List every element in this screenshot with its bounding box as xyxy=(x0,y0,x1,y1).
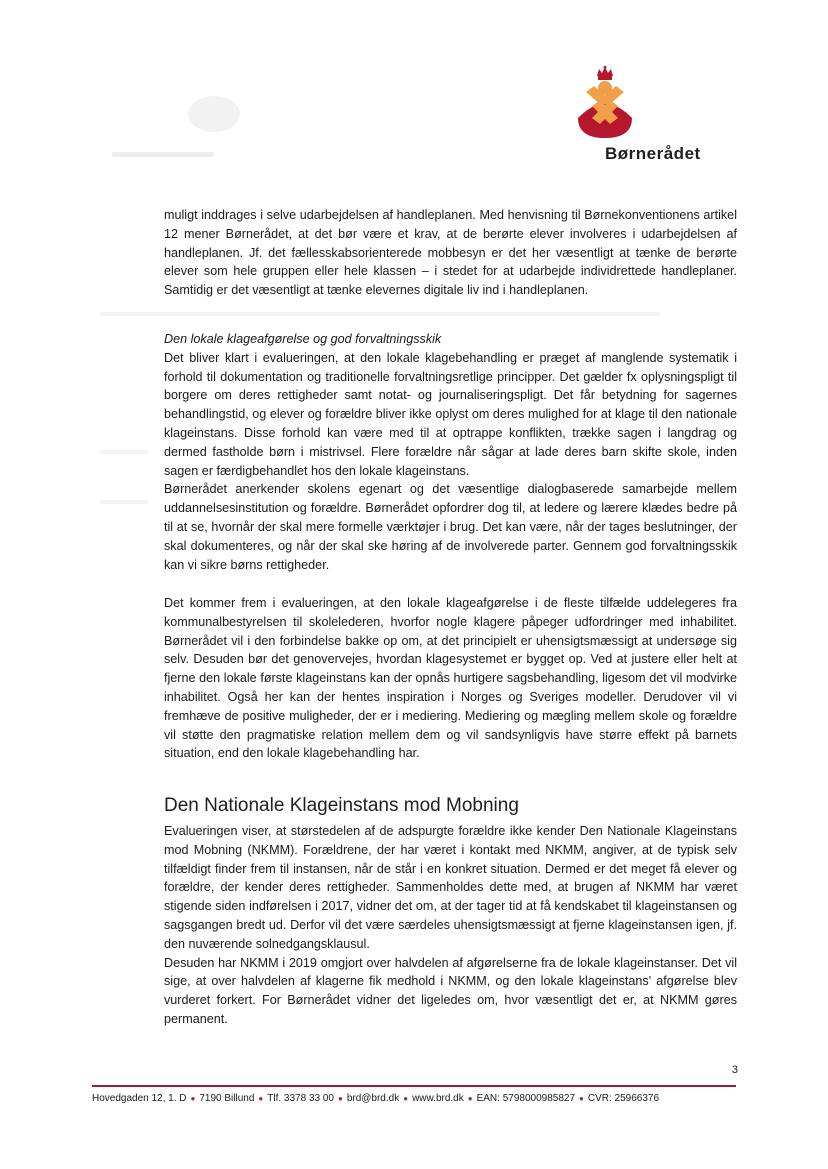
sub-heading: Den lokale klageafgørelse og god forvaltningsskik xyxy=(164,332,442,346)
paragraph: muligt inddrages i selve udarbejdelsen af handleplanen. Med henvisning til Børnekonventionens artikel 12 mener Børnerådet, at det bør være et krav, at de berørte elever involveres i udarbejdelsen af handleplanen. Jf. det fællesskabsorienterede mobbesyn er det her væsentligt at tænke de berørte elever som hele gruppen eller hele klassen – i stedet for at udarbejde individrettede handleplaner. Samtidig er det væsentligt at tænke elevernes digitale liv ind i handleplanen. xyxy=(164,208,737,298)
bullet-icon: ● xyxy=(467,1094,473,1103)
footer-phone: Tlf. 3378 33 00 xyxy=(267,1093,334,1104)
boerneraadet-logo-icon xyxy=(572,66,638,140)
paragraph: Desuden har NKMM i 2019 omgjort over halvdelen af afgørelserne fra de lokale klageinstanser. Det vil sige, at over halvdelen af klagerne fik medhold i NKMM, og den lokale klageinstans' afgørelse blev vurderet forkert. For Børnerådet vidner det ligeledes om, hvor væsentligt det er, at NKMM gøres permanent. xyxy=(164,955,737,1026)
bullet-icon: ● xyxy=(190,1094,196,1103)
footer-divider xyxy=(92,1085,736,1087)
body-section-1 xyxy=(164,206,737,300)
paragraph: Evalueringen viser, at størstedelen af de adspurgte forældre ikke kender Den Nationale Klageinstans mod Mobning (NKMM). Forældrene, der har været i kontakt med NKMM, angiver, at de typisk selv tilfældigt finder frem til instansen, når de står i en konkret situation. Dermed er det meget få elever og forældre, der kender deres rettigheder. Sammenholdes dette med, at brugen af NKMM har været stigende siden indførelsen i 2017, vidner det om, at der tager tid at få kendskabet til klageinstansen og sagsgangen bredt ud. Derfor vil det være særdeles uhensigtsmæssigt at fjerne klageinstansen igen, jf. den nuværende solnedgangsklausul. xyxy=(164,824,737,951)
body-section-4 xyxy=(164,822,737,1029)
bleed-through-mark xyxy=(100,500,148,504)
bleed-through-mark xyxy=(100,450,148,454)
bullet-icon: ● xyxy=(579,1094,584,1103)
footer-contact xyxy=(92,1093,742,1104)
paragraph: Børnerådet anerkender skolens egenart og det væsentlige dialogbaserede samarbejde mellem uddannelsesinstitution og forældre. Børnerådet opfordrer dog til, at ledere og lærere klædes bedre på til at se, hvornår der skal mere formelle værktøjer i brug. Det kan være, når der tages beslutninger, der skal dokumenteres, og når der skal ske høring af de involverede parter. Gennem god forvaltningsskik kan vi sikre børns rettigheder. xyxy=(164,482,737,572)
body-section-2 xyxy=(164,330,737,574)
brand-name: Børnerådet xyxy=(605,144,701,163)
bullet-icon: ● xyxy=(403,1094,409,1103)
footer-address: Hovedgaden 12, 1. D xyxy=(92,1093,187,1104)
paragraph: Det bliver klart i evalueringen, at den lokale klagebehandling er præget af manglende systematik i forhold til dokumentation og traditionelle forvaltningsretlige principper. Det gælder fx oplysningspligt til borgere om deres rettigheder samt notat- og journaliseringspligt. Det får betydning for sagernes behandlingstid, og elever og forældre bliver ikke oplyst om deres mulighed for at klage til den nationale klageinstans. Disse forhold kan være med til at optrappe konflikten, trække sagen i langdrag og dermed fastholde børn i mistrivsel. Flere forældre når sågar at lade deres barn skifte skole, inden sagen er færdigbehandlet hos den lokale klageinstans. xyxy=(164,350,737,478)
footer-email[interactable]: brd@brd.dk xyxy=(346,1093,400,1104)
bleed-through-mark xyxy=(100,312,660,316)
body-section-3 xyxy=(164,594,737,763)
section-heading: Den Nationale Klageinstans mod Mobning xyxy=(164,795,519,816)
page-number: 3 xyxy=(731,1064,738,1076)
footer-postal: 7190 Billund xyxy=(199,1093,255,1104)
paragraph: Det kommer frem i evalueringen, at den lokale klageafgørelse i de fleste tilfælde uddelegeres fra kommunalbestyrelsen til skolelederen, hvorfor nogle klagere påpeger udfordringer med inhabilitet. Børnerådet vil i den forbindelse bakke op om, at det principielt er uhensigtsmæssigt at undersøge sig selv. Desuden bør det genovervejes, hvordan klagesystemet er bygget op. Ved at justere eller helt at fjerne den lokale første klageinstans kan der opnås hurtigere sagsbehandling, ligesom det vil modvirke inhabilitet. Også her kan der hentes inspiration i Norges og Sveriges modeller. Derudover vil vi fremhæve de positive muligheder, der er i mediering. Mediering og mægling mellem skole og forældre vil støtte den pragmatiske relation mellem dem og vil sandsynligvis have større effekt på barnets situation, end den lokale klagebehandling har. xyxy=(164,596,737,761)
bullet-icon: ● xyxy=(258,1094,264,1103)
bleed-through-mark xyxy=(112,152,214,157)
bleed-through-mark xyxy=(188,96,240,132)
footer-web[interactable]: www.brd.dk xyxy=(412,1093,464,1104)
footer-ean: EAN: 5798000985827 xyxy=(476,1093,576,1104)
bullet-icon: ● xyxy=(337,1094,343,1103)
footer-cvr: CVR: 25966376 xyxy=(587,1093,660,1104)
